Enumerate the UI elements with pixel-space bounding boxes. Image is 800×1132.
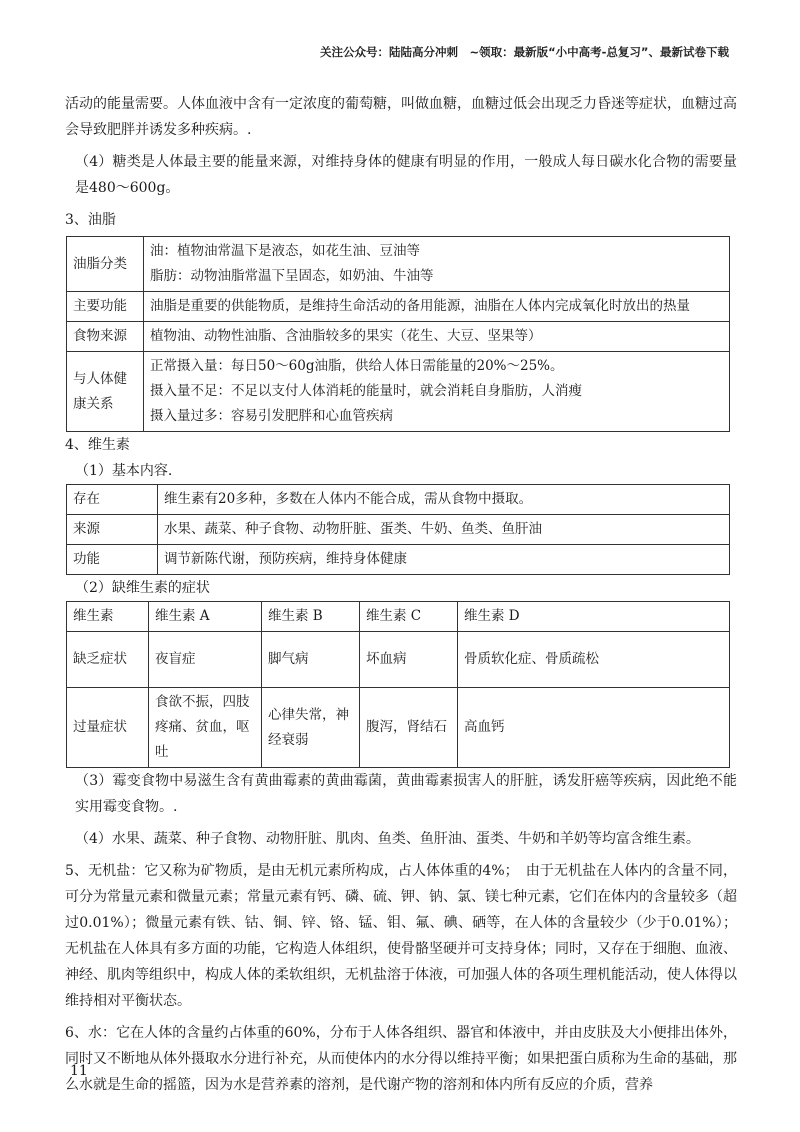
paragraph-water: 6、水：它在人体的含量约占体重的60%，分布于人体各组织、器官和体液中，并由皮肤及大小便排出体外，同时又不断地从体外摄取水分进行补充，从而使体内的水分得以维持平衡；如果把蛋白质称为生命的基础，那么水就是生命的摇篮，因为水是营养素的溶剂，是代谢产物的溶剂和体内所有反应的介质，营养 [65, 1025, 737, 1093]
header-cell: 维生素 B [262, 602, 360, 632]
fat-line: 摄入量过多：容易引发肥胖和心血管疾病 [150, 408, 393, 424]
table-row [67, 292, 730, 322]
table-row [67, 237, 730, 292]
document-body [65, 91, 737, 1098]
vitamin-basic-label: 功能 [67, 545, 158, 575]
fat-line: 正常摄入量：每日50～60g油脂，供给人体日需能量的20%～25%。 [150, 358, 564, 374]
page-header: 关注公众号：陆陆高分冲刺 ~领取：最新版“小中高考-总复习”、最新试卷下载 [319, 45, 729, 59]
fat-row-label: 主要功能 [67, 292, 144, 322]
table-cell: 腹泻，肾结石 [360, 688, 458, 768]
vitamin-basic-text: 维生素有20多种，多数在人体内不能合成，需从食物中摄取。 [158, 485, 730, 515]
fat-row-label: 油脂分类 [67, 237, 144, 292]
header-cell: 维生素 D [458, 602, 730, 632]
table-row [67, 545, 730, 575]
fat-row-content [144, 352, 730, 432]
page-number: 11 [70, 1063, 88, 1079]
header-cell: 维生素 C [360, 602, 458, 632]
vitamin-symptom-table [66, 601, 730, 768]
table-cell: 过量症状 [67, 688, 149, 768]
vitamin-basic-label: 来源 [67, 515, 158, 545]
subheading-deficiency: （2）缺维生素的症状 [75, 580, 210, 596]
table-cell: 坏血病 [360, 632, 458, 688]
subheading-basic: （1）基本内容. [75, 463, 173, 479]
table-cell: 骨质软化症、骨质疏松 [458, 632, 730, 688]
table-row [67, 515, 730, 545]
fat-line: 植物油、动物性油脂、含油脂较多的果实（花生、大豆、坚果等） [150, 328, 542, 344]
table-row [67, 352, 730, 432]
vitamin-basic-table [66, 484, 730, 575]
fat-row-label: 食物来源 [67, 322, 144, 352]
table-cell: 夜盲症 [149, 632, 262, 688]
table-row [67, 632, 730, 688]
vitamin-basic-text: 调节新陈代谢，预防疾病，维持身体健康 [158, 545, 730, 575]
fat-row-content [144, 237, 730, 292]
table-cell: 食欲不振，四肢疼痛、贫血，呕吐 [149, 688, 262, 768]
section-heading-fat: 3、油脂 [65, 212, 116, 228]
fat-line: 油脂是重要的供能物质，是维持生命活动的备用能源，油脂在人体内完成氧化时放出的热量 [150, 298, 690, 314]
header-cell: 维生素 [67, 602, 149, 632]
paragraph-minerals: 5、无机盐：它又称为矿物质，是由无机元素所构成，占人体体重的4%； 由于无机盐在人体内的含量不同，可分为常量元素和微量元素；常量元素有钙、磷、硫、钾、钠、氯、镁七种元素，它们在体内的含量较多（超过0.01%）；微量元素有铁、钴、铜、锌、铬、锰、钼、氟、碘、硒等，在人体的含量较少（少于0.01%）；无机盐在人体具有多方面的功能，它构造人体组织，使骨骼坚硬并可支持身体；同时，又存在于细胞、血液、神经、肌肉等组织中，构成人体的柔软组织，无机盐溶于体液，可加强人体的各项生理机能活动，使人体得以维持相对平衡状态。 [65, 863, 737, 1009]
fat-table [66, 236, 730, 432]
fat-row-label: 与人体健康关系 [67, 352, 144, 432]
table-row [67, 688, 730, 768]
paragraph-carbohydrate: （4）糖类是人体最主要的能量来源，对维持身体的健康有明显的作用，一般成人每日碳水化合物的需要量是480～600g。 [75, 154, 737, 196]
section-heading-vitamin: 4、维生素 [65, 437, 130, 453]
vitamin-basic-text: 水果、蔬菜、种子食物、动物肝脏、蛋类、牛奶、鱼类、鱼肝油 [158, 515, 730, 545]
fat-line: 脂肪：动物油脂常温下呈固态，如奶油、牛油等 [150, 268, 434, 284]
paragraph-blood-sugar: 活动的能量需要。人体血液中含有一定浓度的葡萄糖，叫做血糖，血糖过低会出现乏力昏迷等症状，血糖过高会导致肥胖并诱发多种疾病。. [65, 96, 737, 138]
vitamin-basic-label: 存在 [67, 485, 158, 515]
table-row [67, 485, 730, 515]
table-cell: 高血钙 [458, 688, 730, 768]
table-cell: 缺乏症状 [67, 632, 149, 688]
paragraph-vitamin-sources: （4）水果、蔬菜、种子食物、动物肝脏、肌肉、鱼类、鱼肝油、蛋类、牛奶和羊奶等均富含维生素。 [75, 831, 700, 847]
fat-row-content [144, 322, 730, 352]
fat-line: 摄入量不足：不足以支付人体消耗的能量时，就会消耗自身脂肪，人消瘦 [150, 383, 582, 399]
fat-line: 油：植物油常温下是液态，如花生油、豆油等 [150, 243, 420, 259]
table-header-row [67, 602, 730, 632]
fat-row-content [144, 292, 730, 322]
table-row [67, 322, 730, 352]
table-cell: 心律失常，神经衰弱 [262, 688, 360, 768]
table-cell: 脚气病 [262, 632, 360, 688]
header-cell: 维生素 A [149, 602, 262, 632]
paragraph-mold: （3）霉变食物中易滋生含有黄曲霉素的黄曲霉菌，黄曲霉素损害人的肝脏，诱发肝癌等疾病，因此绝不能实用霉变食物。. [75, 773, 737, 815]
